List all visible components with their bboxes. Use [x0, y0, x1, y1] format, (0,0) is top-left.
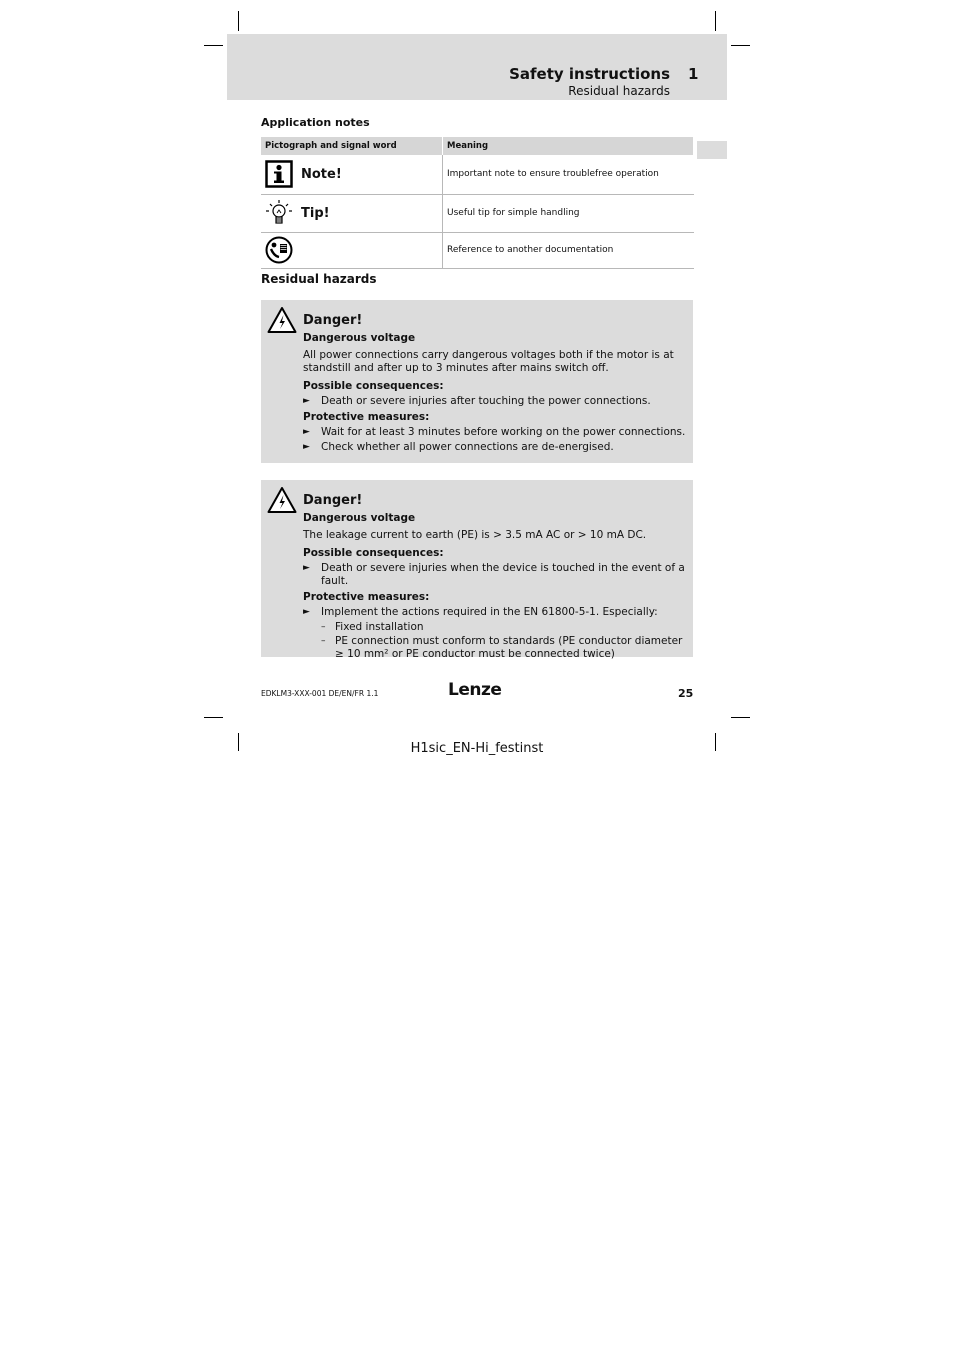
danger-box	[261, 480, 693, 660]
column-header: Meaning	[443, 137, 694, 155]
danger-title: Danger!	[303, 313, 363, 328]
consequences-list	[303, 395, 687, 408]
pictograph-table	[261, 137, 694, 269]
lenze-logo: Lenze	[448, 680, 502, 700]
reference-book-icon	[265, 236, 293, 264]
chapter-number: 1	[688, 65, 699, 83]
measures-list	[303, 606, 687, 619]
list-item: ► Check whether all power connections are de-energised.	[303, 441, 614, 453]
electrical-hazard-icon	[267, 306, 297, 334]
application-notes-heading: Application notes	[261, 116, 370, 129]
consequences-list	[303, 562, 687, 588]
sub-measures-list	[321, 621, 687, 661]
chapter-title: Safety instructions	[509, 65, 670, 83]
table-row	[261, 232, 694, 268]
crop-mark	[715, 11, 716, 31]
list-item: – Fixed installation	[321, 621, 424, 633]
meaning-cell: Important note to ensure troublefree operation	[443, 155, 694, 194]
crop-mark	[204, 717, 223, 718]
electrical-hazard-icon	[267, 486, 297, 514]
list-item: ► Death or severe injuries after touching the power connections.	[303, 395, 651, 407]
signal-word: Note!	[301, 166, 342, 182]
list-item: ► Death or severe injuries when the device is touched in the event of a fault.	[303, 562, 685, 587]
file-slug: H1sic_EN-Hi_festinst	[410, 741, 544, 756]
column-header: Pictograph and signal word	[261, 137, 443, 155]
list-item: ► Implement the actions required in the EN 61800-5-1. Especially:	[303, 606, 658, 618]
danger-subtitle: Dangerous voltage	[303, 332, 416, 344]
meaning-cell: Reference to another documentation	[443, 232, 694, 268]
danger-box	[261, 300, 693, 463]
lightbulb-icon	[265, 199, 293, 227]
page-number: 25	[678, 687, 694, 700]
danger-text: All power connections carry dangerous voltages both if the motor is at standstill and after up to 3 minutes after mains switch off.	[303, 349, 674, 374]
crop-mark	[731, 45, 750, 46]
table-row	[261, 155, 694, 194]
consequences-label: Possible consequences:	[303, 380, 444, 392]
signal-word: Tip!	[301, 205, 330, 221]
danger-subtitle: Dangerous voltage	[303, 512, 416, 524]
measures-list	[303, 426, 687, 454]
list-item: – PE connection must conform to standards (PE conductor diameter ≥ 10 mm² or PE conductor must be connected twice)	[321, 635, 683, 660]
doc-id: EDKLM3-XXX-001 DE/EN/FR 1.1	[261, 689, 379, 698]
chapter-tab-marker	[697, 141, 727, 159]
chapter-subtitle: Residual hazards	[568, 84, 670, 98]
consequences-label: Possible consequences:	[303, 547, 444, 559]
crop-mark	[204, 45, 223, 46]
measures-label: Protective measures:	[303, 411, 430, 423]
measures-label: Protective measures:	[303, 591, 430, 603]
crop-mark	[238, 11, 239, 31]
info-icon	[265, 160, 293, 188]
residual-hazards-heading: Residual hazards	[261, 272, 377, 286]
table-header-row	[261, 137, 694, 155]
meaning-cell: Useful tip for simple handling	[443, 194, 694, 232]
table-row	[261, 194, 694, 232]
danger-text: The leakage current to earth (PE) is > 3.5 mA AC or > 10 mA DC.	[303, 529, 647, 541]
danger-title: Danger!	[303, 493, 363, 508]
crop-mark	[731, 717, 750, 718]
list-item: ► Wait for at least 3 minutes before working on the power connections.	[303, 426, 686, 438]
